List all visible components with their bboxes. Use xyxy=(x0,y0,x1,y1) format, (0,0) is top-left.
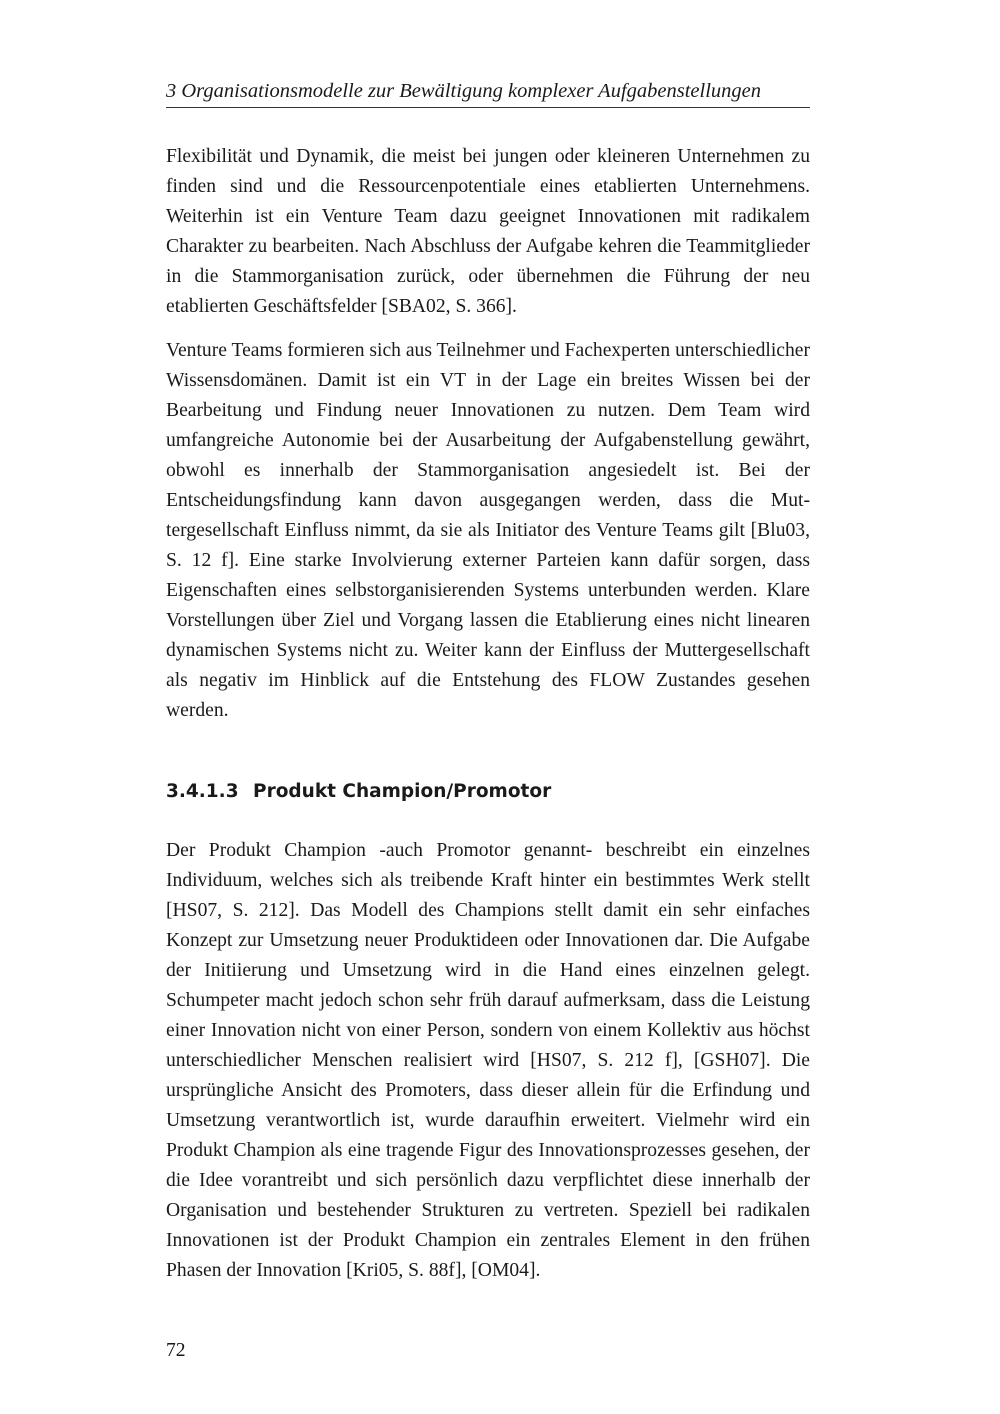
paragraph-venture-team-composition: Venture Teams formieren sich aus Teilnehmer und Fachexperten unterschiedlicher Wissensdomänen. Damit ist ein VT in der Lage ein breites Wissen bei der Bearbeitung und Findung neuer Innovationen zu nutzen. Dem Team wird umfangreiche Autonomie bei der Ausarbeitung der Aufgabenstellung gewährt, obwohl es innerhalb der Stammorganisation angesiedelt ist. Bei der Entscheidungsfindung kann davon ausgegangen werden, dass die Muttergesellschaft Einfluss nimmt, da sie als Initiator des Venture Teams gilt [Blu03, S. 12 f]. Eine starke Involvierung externer Parteien kann dafür sorgen, dass Eigenschaften eines selbstorganisierenden Systems unterbunden werden. Klare Vorstellungen über Ziel und Vorgang lassen die Etablierung eines nicht linearen dynamischen Systems nicht zu. Weiter kann der Einfluss der Muttergesellschaft als negativ im Hinblick auf die Entstehung des FLOW Zustandes gesehen werden. xyxy=(166,340,810,721)
section-number: 3.4.1.3 xyxy=(166,781,239,802)
section-title: Produkt Champion/Promotor xyxy=(253,781,552,802)
paragraph-product-champion: Der Produkt Champion -auch Promotor genannt- beschreibt ein einzelnes Individuum, welches sich als treibende Kraft hinter ein bestimmtes Werk stellt [HS07, S. 212]. Das Modell des Champions stellt damit ein sehr einfaches Konzept zur Umsetzung neuer Produktideen oder Innovationen dar. Die Aufgabe der Initiierung und Umsetzung wird in die Hand eines einzelnen gelegt. Schumpeter macht jedoch schon sehr früh darauf aufmerksam, dass die Leistung einer Innovation nicht von einer Person, sondern von einem Kollektiv aus höchst unterschiedlicher Menschen realisiert wird [HS07, S. 212 f], [GSH07]. Die ursprüngliche Ansicht des Promoters, dass dieser allein für die Erfindung und Umsetzung verantwortlich ist, wurde daraufhin erweitert. Vielmehr wird ein Produkt Champion als eine tragende Figur des Innovationsprozesses gesehen, der die Idee vorantreibt und sich persönlich dazu verpflichtet diese innerhalb der Organisation und bestehender Strukturen zu vertreten. Speziell bei radikalen Innovationen ist der Produkt Champion ein zentrales Element in den frühen Phasen der Innovation [Kri05, S. 88f], [OM04]. xyxy=(166,840,810,1281)
section-heading xyxy=(166,778,810,806)
paragraph-venture-team-flexibility: Flexibilität und Dynamik, die meist bei jungen oder kleineren Unternehmen zu finden sind und die Ressourcenpotentiale eines etablierten Unternehmens. Weiterhin ist ein Venture Team dazu geeignet Innovationen mit radikalem Charakter zu bearbeiten. Nach Abschluss der Aufgabe kehren die Teammitglieder in die Stammorganisation zurück, oder übernehmen die Führung der neu etablierten Geschäftsfelder [SBA02, S. 366]. xyxy=(166,146,810,317)
page-number: 72 xyxy=(166,1340,186,1361)
running-header: 3 Organisationsmodelle zur Bewältigung komplexer Aufgabenstellungen xyxy=(166,78,810,108)
